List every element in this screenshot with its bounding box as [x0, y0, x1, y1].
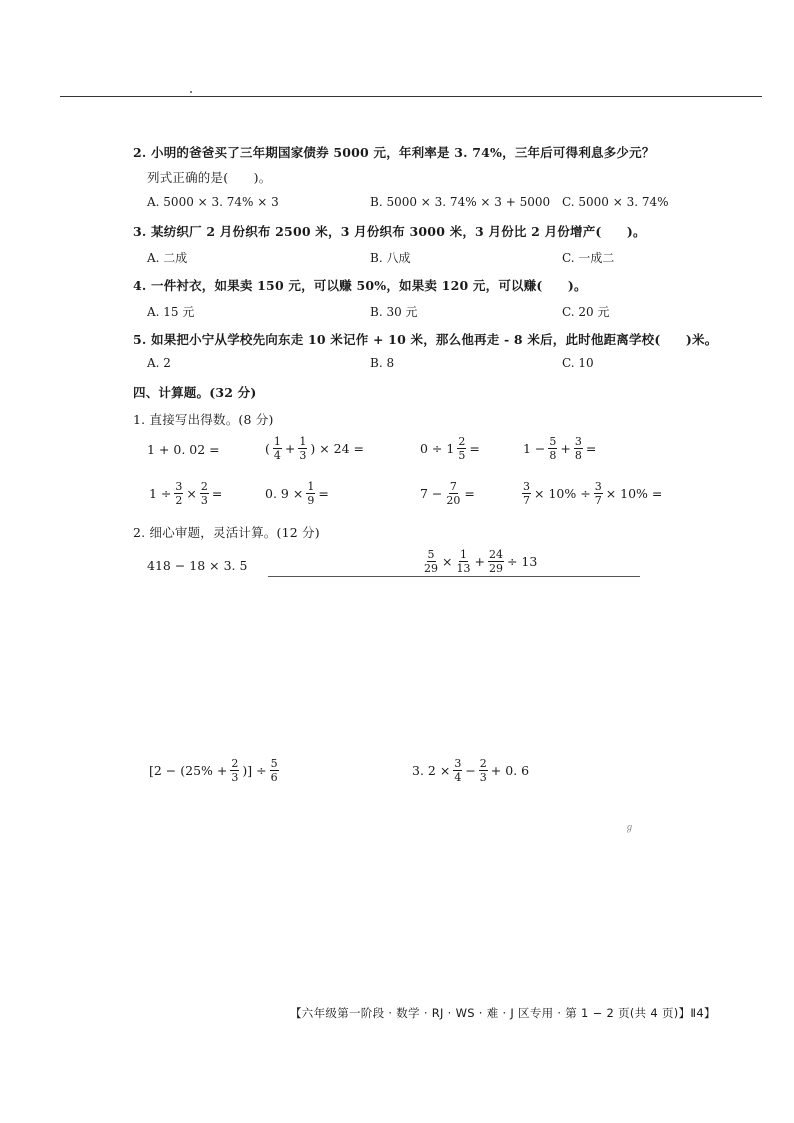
expr-head: 7 − — [420, 486, 443, 501]
fraction: $\frac{1}{4}$ — [273, 435, 281, 462]
q5-option-c[interactable]: C. 10 — [562, 356, 594, 370]
fraction: $\frac{2}{3}$ — [231, 757, 239, 784]
fraction: $\frac{5}{8}$ — [549, 435, 557, 462]
sub-heading-direct: 1. 直接写出得数。(8 分) — [133, 412, 274, 427]
fraction: $\frac{3}{4}$ — [454, 757, 462, 784]
q2-option-b[interactable]: B. 5000 × 3. 74% × 3 + 5000 — [370, 195, 551, 209]
q2-stem-line2: 列式正确的是( )。 — [147, 170, 272, 185]
q3-option-a[interactable]: A. 二成 — [147, 251, 188, 265]
direct-expr-1 — [147, 442, 220, 457]
direct-expr-3 — [418, 436, 482, 461]
expr-text: 418 − 18 × 3. 5 — [147, 558, 248, 573]
expr-tail: = — [318, 486, 329, 501]
q4-option-b[interactable]: B. 30 元 — [370, 305, 418, 319]
operator: × — [186, 486, 197, 501]
fraction: $\frac{1}{3}$ — [299, 435, 307, 462]
fraction: $\frac{2}{3}$ — [479, 757, 487, 784]
q3-stem: 3. 某纺织厂 2 月份织布 2500 米，3 月份织布 3000 米，3 月份比 2 月份增产( )。 — [133, 224, 646, 239]
expr-tail: = — [469, 441, 480, 456]
operator: + — [284, 441, 296, 456]
scan-dot — [190, 91, 192, 93]
direct-expr-6 — [263, 481, 331, 506]
expr-tail: ÷ 13 — [506, 554, 538, 569]
expr-mid: × 10% ÷ — [534, 486, 591, 501]
q5-option-b[interactable]: B. 8 — [370, 356, 395, 370]
expr-text: 1 + 0. 02 = — [147, 442, 220, 457]
fraction: $\frac{2}{3}$ — [200, 480, 208, 507]
expr-tail: + 0. 6 — [490, 763, 530, 778]
paren: ( — [265, 441, 270, 456]
q2-option-a[interactable]: A. 5000 × 3. 74% × 3 — [147, 195, 279, 209]
q3-option-b[interactable]: B. 八成 — [370, 251, 411, 265]
expr-head: 3. 2 × — [412, 763, 451, 778]
expr-tail: × 10% = — [605, 486, 663, 501]
careful-expr-3 — [147, 758, 280, 783]
careful-expr-4 — [410, 758, 531, 783]
direct-expr-4 — [521, 436, 598, 461]
operator: × — [442, 554, 453, 569]
fraction: $\frac{3}{2}$ — [175, 480, 183, 507]
expr-tail: = — [585, 441, 597, 456]
expr-head: [2 − (25% + — [149, 763, 228, 778]
header-rule — [60, 96, 762, 97]
expr-head: 0 ÷ 1 — [420, 441, 455, 456]
q4-option-a[interactable]: A. 15 元 — [147, 305, 195, 319]
expr-head: 1 − — [523, 441, 546, 456]
expr-head: 0. 9 × — [265, 486, 304, 501]
fraction: $\frac{1}{13}$ — [456, 548, 471, 575]
expr-tail: ) × 24 = — [310, 441, 365, 456]
direct-expr-5 — [147, 481, 224, 506]
fraction: $\frac{1}{9}$ — [307, 480, 315, 507]
q2-stem: 2. 小明的爸爸买了三年期国家债券 5000 元，年利率是 3. 74%，三年后可得利息多少元？ — [133, 145, 655, 160]
operator: + — [474, 554, 485, 569]
stray-mark: ℊ — [625, 823, 635, 833]
q5-stem: 5. 如果把小宁从学校先向东走 10 米记作 + 10 米，那么他再走 - 8 米后，此时他距离学校( )米。 — [133, 332, 718, 347]
section-title: 四、计算题。(32 分) — [133, 385, 257, 400]
careful-expr-1 — [147, 558, 247, 573]
expr-tail: = — [211, 486, 223, 501]
page-footer: 【六年级第一阶段 · 数学 · RJ · WS · 难 · J 区专用 · 第 1 − 2 页(共 4 页)】Ⅱ4】 — [290, 1006, 716, 1020]
careful-expr-2 — [422, 549, 539, 574]
fraction: $\frac{5}{6}$ — [270, 757, 278, 784]
q4-stem: 4. 一件衬衣，如果卖 150 元，可以赚 50%，如果卖 120 元，可以赚( )。 — [133, 278, 587, 293]
q2-option-c[interactable]: C. 5000 × 3. 74% — [562, 195, 669, 209]
expr-tail: = — [464, 486, 475, 501]
direct-expr-2 — [263, 436, 366, 461]
operator: − — [465, 763, 476, 778]
sub-heading-careful: 2. 细心审题，灵活计算。(12 分) — [133, 525, 320, 540]
q5-option-a[interactable]: A. 2 — [147, 356, 171, 370]
fraction: $\frac{3}{7}$ — [523, 480, 530, 507]
direct-expr-8 — [521, 481, 664, 506]
operator: + — [560, 441, 571, 456]
fraction: $\frac{7}{20}$ — [446, 480, 461, 507]
q3-option-c[interactable]: C. 一成二 — [562, 251, 615, 265]
fraction: $\frac{5}{29}$ — [424, 548, 438, 575]
scan-line — [268, 576, 640, 577]
expr-head: 1 ÷ — [149, 486, 172, 501]
q4-option-c[interactable]: C. 20 元 — [562, 305, 610, 319]
fraction: $\frac{24}{29}$ — [488, 548, 503, 575]
direct-expr-7 — [418, 481, 477, 506]
fraction: $\frac{3}{7}$ — [594, 480, 602, 507]
fraction: $\frac{2}{5}$ — [458, 435, 466, 462]
fraction: $\frac{3}{8}$ — [574, 435, 582, 462]
expr-mid: )] ÷ — [242, 763, 267, 778]
